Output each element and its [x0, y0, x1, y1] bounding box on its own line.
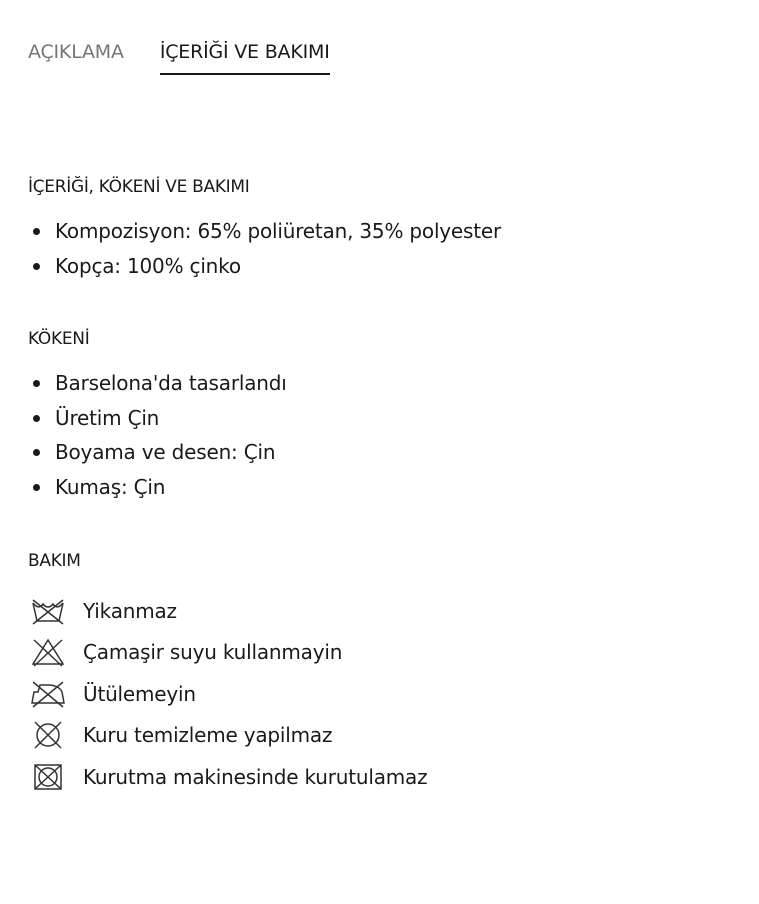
do-not-bleach-icon: [28, 636, 68, 668]
bullet-icon: [33, 380, 40, 387]
care-item: Ütülemeyin: [28, 673, 427, 715]
do-not-wash-icon: [28, 595, 68, 627]
list-item: Kumaş: Çin: [28, 470, 287, 505]
list-item: Üretim Çin: [28, 401, 287, 436]
list-item: Kompozisyon: 65% poliüretan, 35% polyester: [28, 214, 501, 249]
list-item: Boyama ve desen: Çin: [28, 435, 287, 470]
bullet-icon: [33, 484, 40, 491]
bullet-icon: [33, 228, 40, 235]
care-list: [28, 590, 427, 798]
list-item: Kopça: 100% çinko: [28, 249, 501, 284]
bullet-icon: [33, 449, 40, 456]
do-not-dry-clean-icon: [28, 719, 68, 751]
tab-composition-care[interactable]: İÇERİĞİ VE BAKIMI: [160, 38, 330, 75]
origin-heading: KÖKENİ: [28, 329, 90, 349]
care-item: Yikanmaz: [28, 590, 427, 632]
care-item: Çamaşir suyu kullanmayin: [28, 632, 427, 674]
list-item: Barselona'da tasarlandı: [28, 366, 287, 401]
care-item: Kurutma makinesinde kurutulamaz: [28, 756, 427, 798]
tab-description[interactable]: AÇIKLAMA: [28, 41, 124, 63]
do-not-iron-icon: [28, 678, 68, 710]
do-not-tumble-dry-icon: [28, 761, 68, 793]
composition-list: [28, 214, 501, 283]
origin-list: [28, 366, 287, 505]
bullet-icon: [33, 263, 40, 270]
tab-bar: [28, 38, 330, 75]
care-heading: BAKIM: [28, 551, 81, 571]
composition-heading: İÇERİĞİ, KÖKENİ VE BAKIMI: [28, 177, 250, 197]
care-item: Kuru temizleme yapilmaz: [28, 715, 427, 757]
bullet-icon: [33, 415, 40, 422]
